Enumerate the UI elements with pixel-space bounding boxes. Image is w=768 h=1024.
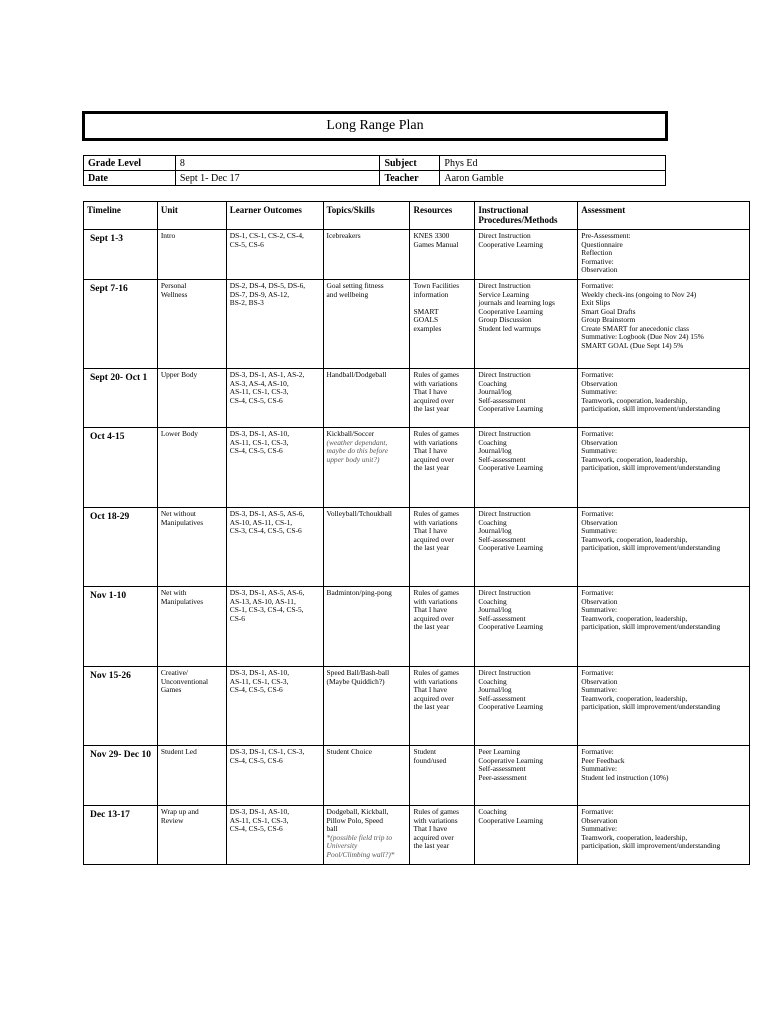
row-assessment: Formative: Observation Summative: Teamwork, cooperation, leadership, participation, skill improvement/understanding bbox=[578, 806, 750, 865]
row-instructional: Direct Instruction Coaching Journal/log Self-assessment Cooperative Learning bbox=[475, 667, 578, 746]
row-timeline: Sept 20- Oct 1 bbox=[84, 369, 158, 428]
row-assessment: Formative: Observation Summative: Teamwork, cooperation, leadership, participation, skill improvement/understanding bbox=[578, 369, 750, 428]
row-resources: Rules of games with variations That I have acquired over the last year bbox=[410, 428, 475, 508]
row-outcomes: DS-3, DS-1, AS-5, AS-6, AS-10, AS-11, CS-1, CS-3, CS-4, CS-5, CS-6 bbox=[226, 508, 323, 587]
row-assessment: Pre-Assessment: Questionnaire Reflection Formative: Observation bbox=[578, 230, 750, 280]
row-outcomes: DS-3, DS-1, AS-10, AS-11, CS-1, CS-3, CS-4, CS-5, CS-6 bbox=[226, 806, 323, 865]
row-instructional: Peer Learning Cooperative Learning Self-assessment Peer-assessment bbox=[475, 746, 578, 806]
row-topics: Student Choice bbox=[323, 746, 410, 806]
page-title: Long Range Plan bbox=[326, 118, 424, 133]
date-label: Date bbox=[84, 171, 176, 186]
header-unit: Unit bbox=[157, 202, 226, 230]
plan-header-row bbox=[84, 202, 750, 230]
row-resources: Rules of games with variations That I have acquired over the last year bbox=[410, 806, 475, 865]
row-resources: Rules of games with variations That I have acquired over the last year bbox=[410, 587, 475, 667]
plan-row bbox=[84, 230, 750, 280]
row-unit: Net without Manipulatives bbox=[157, 508, 226, 587]
info-row-grade bbox=[84, 156, 666, 171]
header-topics: Topics/Skills bbox=[323, 202, 410, 230]
plan-row bbox=[84, 280, 750, 369]
row-assessment: Formative: Observation Summative: Teamwork, cooperation, leadership, participation, skill improvement/understanding bbox=[578, 508, 750, 587]
row-instructional: Direct Instruction Coaching Journal/log Self-assessment Cooperative Learning bbox=[475, 428, 578, 508]
teacher-value: Aaron Gamble bbox=[440, 171, 666, 186]
row-topics: Handball/Dodgeball bbox=[323, 369, 410, 428]
row-resources: Town Facilities information SMART GOALS examples bbox=[410, 280, 475, 369]
row-unit: Creative/ Unconventional Games bbox=[157, 667, 226, 746]
row-assessment: Formative: Observation Summative: Teamwork, cooperation, leadership, participation, skill improvement/understanding bbox=[578, 667, 750, 746]
plan-row bbox=[84, 806, 750, 865]
plan-table bbox=[83, 201, 750, 865]
row-timeline: Oct 18-29 bbox=[84, 508, 158, 587]
subject-value: Phys Ed bbox=[440, 156, 666, 171]
row-instructional: Direct Instruction Service Learning journals and learning logs Cooperative Learning Group Discussion Student led warmups bbox=[475, 280, 578, 369]
row-unit: Net with Manipulatives bbox=[157, 587, 226, 667]
row-outcomes: DS-3, DS-1, AS-10, AS-11, CS-1, CS-3, CS-4, CS-5, CS-6 bbox=[226, 428, 323, 508]
row-topics: Badminton/ping-pong bbox=[323, 587, 410, 667]
row-assessment: Formative: Observation Summative: Teamwork, cooperation, leadership, participation, skill improvement/understanding bbox=[578, 587, 750, 667]
row-outcomes: DS-3, DS-1, CS-1, CS-3, CS-4, CS-5, CS-6 bbox=[226, 746, 323, 806]
row-topics-note: (weather dependant, maybe do this before upper body unit?) bbox=[326, 437, 389, 464]
row-resources: KNES 3300 Games Manual bbox=[410, 230, 475, 280]
row-outcomes: DS-1, CS-1, CS-2, CS-4, CS-5, CS-6 bbox=[226, 230, 323, 280]
row-unit: Intro bbox=[157, 230, 226, 280]
row-topics: Goal setting fitness and wellbeing bbox=[323, 280, 410, 369]
row-resources: Rules of games with variations That I have acquired over the last year bbox=[410, 508, 475, 587]
header-resources: Resources bbox=[410, 202, 475, 230]
header-instructional: Instructional Procedures/Methods bbox=[475, 202, 578, 230]
plan-row bbox=[84, 369, 750, 428]
info-row-date bbox=[84, 171, 666, 186]
row-assessment: Formative: Weekly check-ins (ongoing to Nov 24) Exit Slips Smart Goal Drafts Group Brainstorm Create SMART for anecedonic class Summative: Logbook (Due Nov 24) 15% SMART GOAL (Due Sept 14) 5% bbox=[578, 280, 750, 369]
row-resources: Rules of games with variations That I have acquired over the last year bbox=[410, 667, 475, 746]
row-instructional: Coaching Cooperative Learning bbox=[475, 806, 578, 865]
row-unit: Personal Wellness bbox=[157, 280, 226, 369]
header-outcomes: Learner Outcomes bbox=[226, 202, 323, 230]
subject-label: Subject bbox=[380, 156, 440, 171]
row-unit: Upper Body bbox=[157, 369, 226, 428]
row-resources: Rules of games with variations That I have acquired over the last year bbox=[410, 369, 475, 428]
row-timeline: Oct 4-15 bbox=[84, 428, 158, 508]
teacher-label: Teacher bbox=[380, 171, 440, 186]
row-instructional: Direct Instruction Cooperative Learning bbox=[475, 230, 578, 280]
row-instructional: Direct Instruction Coaching Journal/log Self-assessment Cooperative Learning bbox=[475, 508, 578, 587]
row-topics: Icebreakers bbox=[323, 230, 410, 280]
plan-row bbox=[84, 746, 750, 806]
row-unit: Wrap up and Review bbox=[157, 806, 226, 865]
row-topics-note: *(possible field trip to University Pool/Climbing wall?)* bbox=[326, 832, 395, 859]
plan-row bbox=[84, 428, 750, 508]
row-outcomes: DS-3, DS-1, AS-5, AS-6, AS-13, AS-10, AS-11, CS-1, CS-3, CS-4, CS-5, CS-6 bbox=[226, 587, 323, 667]
row-assessment: Formative: Peer Feedback Summative: Student led instruction (10%) bbox=[578, 746, 750, 806]
row-unit: Lower Body bbox=[157, 428, 226, 508]
plan-row bbox=[84, 587, 750, 667]
page-title-box bbox=[82, 111, 668, 141]
row-topics: Kickball/Soccer (weather dependant, maybe do this before upper body unit?) bbox=[323, 428, 410, 508]
info-table bbox=[83, 155, 666, 186]
row-timeline: Nov 1-10 bbox=[84, 587, 158, 667]
header-timeline: Timeline bbox=[84, 202, 158, 230]
plan-row bbox=[84, 508, 750, 587]
row-timeline: Dec 13-17 bbox=[84, 806, 158, 865]
row-timeline: Nov 29- Dec 10 bbox=[84, 746, 158, 806]
row-assessment: Formative: Observation Summative: Teamwork, cooperation, leadership, participation, skill improvement/understanding bbox=[578, 428, 750, 508]
row-outcomes: DS-2, DS-4, DS-5, DS-6, DS-7, DS-9, AS-12, BS-2, BS-3 bbox=[226, 280, 323, 369]
row-instructional: Direct Instruction Coaching Journal/log Self-assessment Cooperative Learning bbox=[475, 369, 578, 428]
row-timeline: Nov 15-26 bbox=[84, 667, 158, 746]
date-value: Sept 1- Dec 17 bbox=[175, 171, 380, 186]
row-topics: Volleyball/Tchoukball bbox=[323, 508, 410, 587]
row-instructional: Direct Instruction Coaching Journal/log Self-assessment Cooperative Learning bbox=[475, 587, 578, 667]
row-outcomes: DS-3, DS-1, AS-10, AS-11, CS-1, CS-3, CS-4, CS-5, CS-6 bbox=[226, 667, 323, 746]
row-topics: Dodgeball, Kickball, Pillow Polo, Speed ball *(possible field trip to University Pool/Climbing wall?)* bbox=[323, 806, 410, 865]
plan-row bbox=[84, 667, 750, 746]
row-resources: Student found/used bbox=[410, 746, 475, 806]
row-topics: Speed Ball/Bash-ball (Maybe Quiddich?) bbox=[323, 667, 410, 746]
row-unit: Student Led bbox=[157, 746, 226, 806]
row-timeline: Sept 1-3 bbox=[84, 230, 158, 280]
row-outcomes: DS-3, DS-1, AS-1, AS-2, AS-3, AS-4, AS-10, AS-11, CS-1, CS-3, CS-4, CS-5, CS-6 bbox=[226, 369, 323, 428]
header-assessment: Assessment bbox=[578, 202, 750, 230]
grade-level-value: 8 bbox=[175, 156, 380, 171]
row-timeline: Sept 7-16 bbox=[84, 280, 158, 369]
grade-level-label: Grade Level bbox=[84, 156, 176, 171]
